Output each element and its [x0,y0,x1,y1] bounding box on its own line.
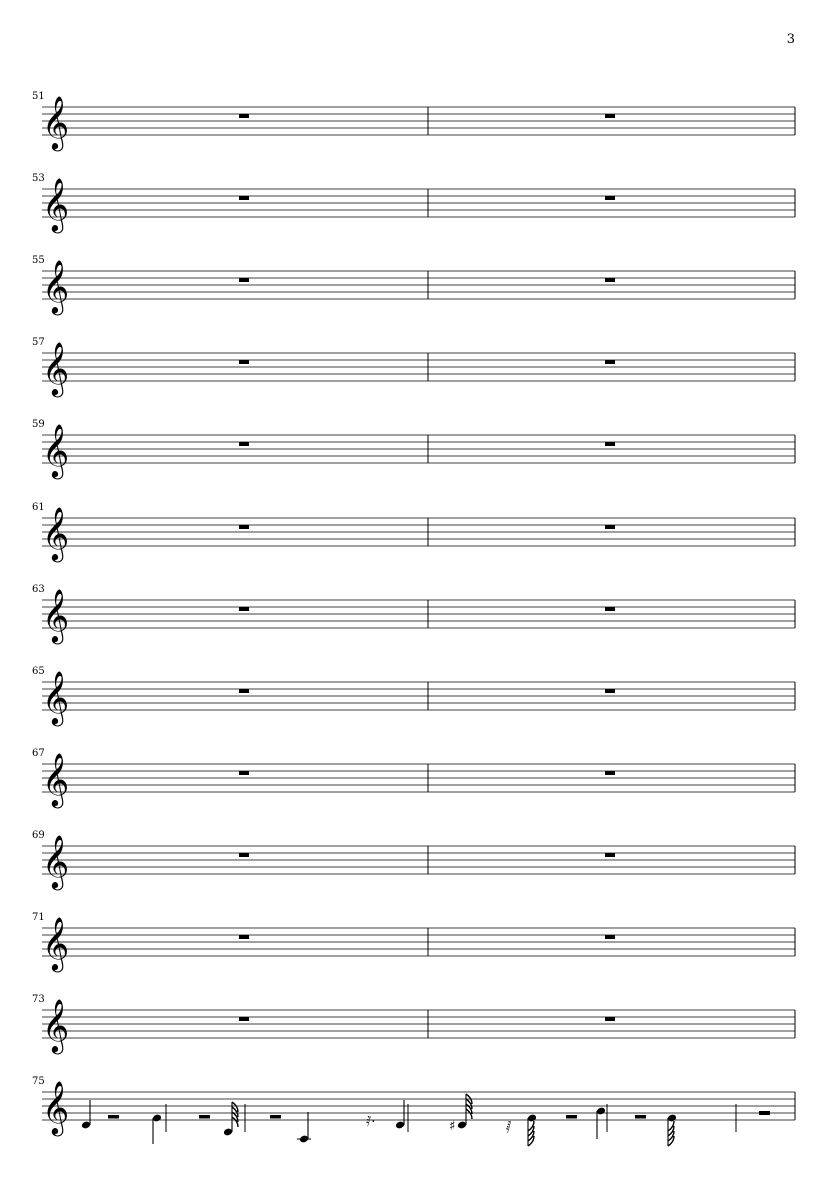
whole-rest [605,853,615,857]
measure-number: 53 [32,173,45,184]
page-number: 3 [786,32,795,47]
half-rest [635,1115,646,1119]
whole-rest [239,360,249,364]
whole-rest [239,771,249,775]
treble-clef-icon: 𝄞 [42,423,70,477]
measure-number: 65 [32,666,45,677]
treble-clef-icon: 𝄞 [42,670,70,724]
measure-number: 67 [32,748,45,759]
staff-system [32,337,795,397]
note-flag [466,1094,472,1119]
whole-rest [239,442,249,446]
whole-rest [605,1017,615,1021]
staff-system [32,994,795,1054]
whole-rest [239,935,249,939]
whole-rest [605,114,615,118]
staff-system [32,830,795,890]
whole-rest [239,525,249,529]
whole-rest [605,935,615,939]
staff-system [32,255,795,315]
whole-rest [605,525,615,529]
half-rest [566,1115,577,1119]
whole-rest [605,196,615,200]
treble-clef-icon: 𝄞 [42,341,70,395]
staff-system [32,584,795,644]
half-rest [270,1115,281,1119]
measure-number: 73 [32,994,45,1005]
staff-system [32,173,795,233]
whole-rest [239,114,249,118]
thirty-second-rest: 𝅀· [366,1114,376,1130]
whole-rest [605,607,615,611]
measure-number: 51 [32,91,45,102]
whole-rest [239,853,249,857]
sharp-sign: ♯ [449,1119,456,1134]
whole-rest [239,607,249,611]
measure-number: 69 [32,830,45,841]
treble-clef-icon: 𝄞 [42,752,70,806]
treble-clef-icon: 𝄞 [42,916,70,970]
measure-number: 63 [32,584,45,595]
treble-clef-icon: 𝄞 [42,998,70,1052]
note-flag [668,1121,674,1146]
treble-clef-icon: 𝄞 [42,95,70,149]
staff-system [32,666,795,726]
measure-number: 57 [32,337,45,348]
treble-clef-icon: 𝄞 [42,506,70,560]
staff-system [32,502,795,562]
staff-system [32,748,795,808]
whole-rest [605,689,615,693]
whole-rest [605,442,615,446]
treble-clef-icon: 𝄞 [42,588,70,642]
measure-number: 71 [32,912,45,923]
staff-system [32,1076,795,1136]
treble-clef-icon: 𝄞 [42,259,70,313]
half-rest [108,1115,119,1119]
whole-rest [239,1017,249,1021]
half-rest [199,1115,210,1119]
measure-number: 55 [32,255,45,266]
treble-clef-icon: 𝄞 [42,1080,70,1134]
staff-system [32,912,795,972]
treble-clef-icon: 𝄞 [42,834,70,888]
staff-system [32,91,795,151]
note-flag [528,1121,534,1146]
whole-rest [239,196,249,200]
measure-number: 61 [32,502,45,513]
whole-rest [759,1111,770,1115]
whole-rest [239,278,249,282]
measure-number: 59 [32,419,45,430]
treble-clef-icon: 𝄞 [42,177,70,231]
sixty-fourth-rest: 𝅁 [506,1119,512,1134]
whole-rest [605,771,615,775]
measure-number: 75 [32,1076,45,1087]
whole-rest [605,360,615,364]
staff-system [32,419,795,479]
whole-rest [239,689,249,693]
whole-rest [605,278,615,282]
